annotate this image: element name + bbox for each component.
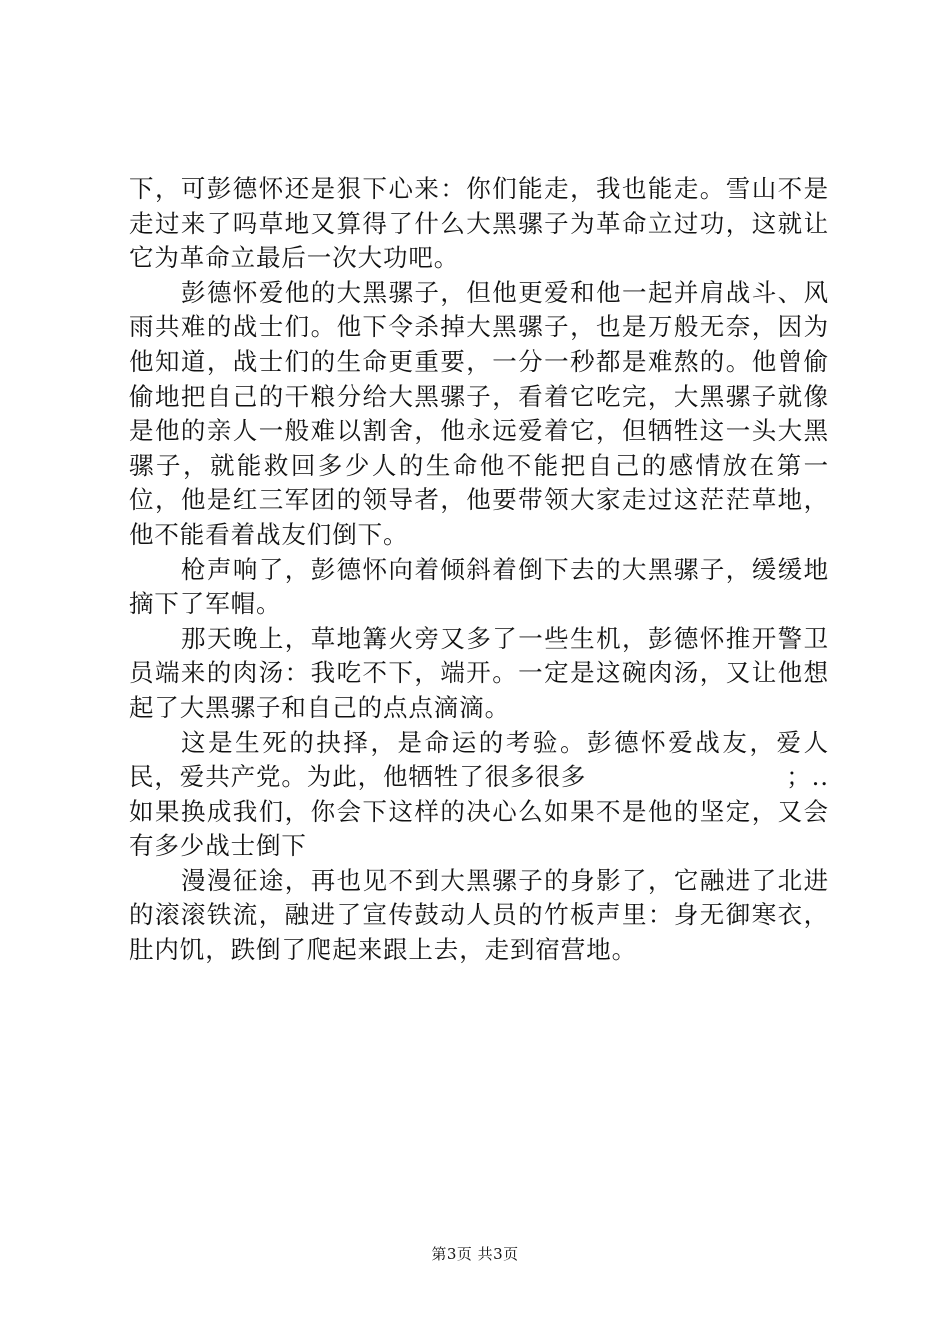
choice-text-end: ；..如果换成我们，你会下这样的决心么如果不是他的坚定，又会有多少战士倒下 <box>129 762 829 861</box>
paragraph-gunshot: 枪声响了，彭德怀向着倾斜着倒下去的大黑骡子，缓缓地摘下了军帽。 <box>129 554 829 619</box>
choice-text-start: 这是生死的抉择，是命运的考验。彭德怀爱战友，爱人民，爱共产党。为此，他牺牲了很多很多 <box>129 727 829 792</box>
page-number-footer: 第3页 共3页 <box>431 1245 519 1263</box>
paragraph-peng-loves-mule: 彭德怀爱他的大黑骡子，但他更爱和他一起并肩战斗、风雨共难的战士们。他下令杀掉大黑骡子，也是万般无奈，因为他知道，战士们的生命更重要，一分一秒都是难熬的。他曾偷偷地把自己的干粮分给大黑骡子，看着它吃完，大黑骡子就像是他的亲人一般难以割舍，他永远爱着它，但牺牲这一头大黑骡子，就能救回多少人的生命他不能把自己的感情放在第一位，他是红三军团的领导者，他要带领大家走过这茫茫草地，他不能看着战友们倒下。 <box>129 277 829 549</box>
document-body <box>129 172 829 968</box>
paragraph-long-march: 漫漫征途，再也见不到大黑骡子的身影了，它融进了北进的滚滚铁流，融进了宣传鼓动人员的竹板声里：身无御寒衣，肚内饥，跌倒了爬起来跟上去，走到宿营地。 <box>129 865 829 965</box>
paragraph-life-death-choice <box>129 726 829 864</box>
paragraph-continued: 下，可彭德怀还是狠下心来：你们能走，我也能走。雪山不是走过来了吗草地又算得了什么大黑骡子为革命立过功，这就让它为革命立最后一次大功吧。 <box>129 174 829 273</box>
paragraph-that-night: 那天晚上，草地篝火旁又多了一些生机，彭德怀推开警卫员端来的肉汤：我吃不下，端开。一定是这碗肉汤，又让他想起了大黑骡子和自己的点点滴滴。 <box>129 623 829 722</box>
